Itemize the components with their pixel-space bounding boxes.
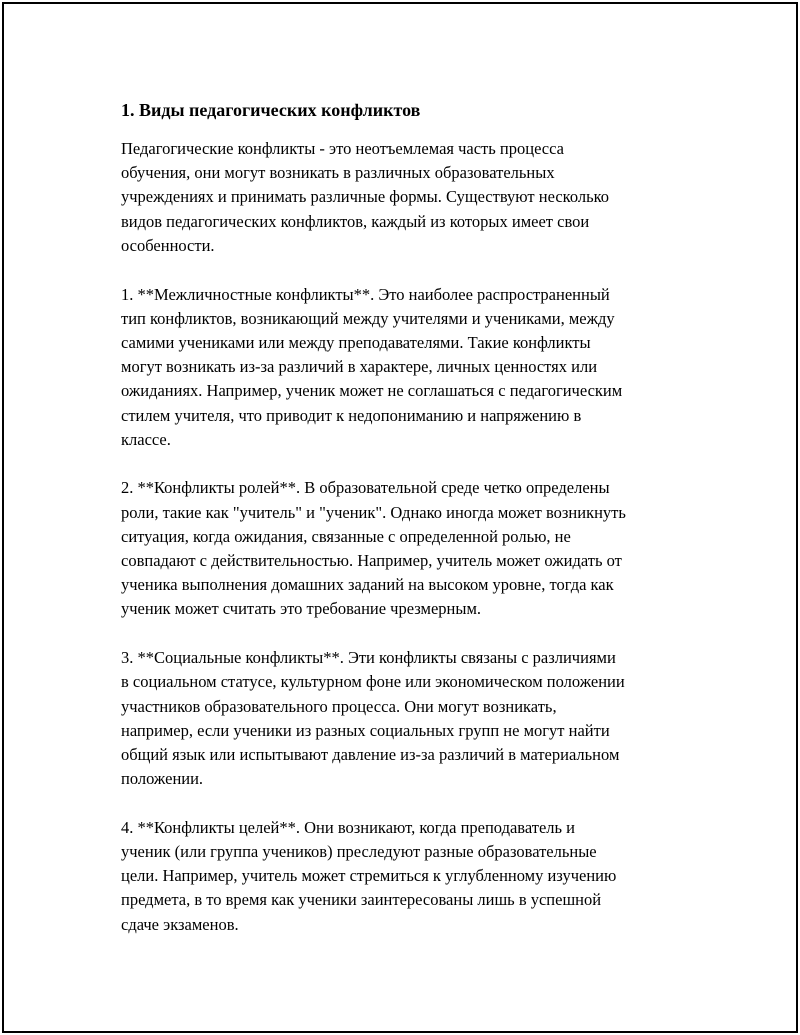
interpersonal-conflicts-paragraph: [121, 283, 701, 452]
text-line: участников образовательного процесса. Они могут возникать,: [121, 696, 557, 716]
intro-paragraph: [121, 137, 701, 258]
text-line: ученик (или группа учеников) преследуют разные образовательные: [121, 842, 597, 862]
text-line: например, если ученики из разных социальных групп не могут найти: [121, 720, 610, 740]
section-heading: 1. Виды педагогических конфликтов: [121, 100, 421, 120]
page-frame: [2, 2, 798, 1033]
text-line: видов педагогических конфликтов, каждый из которых имеет свои: [121, 211, 590, 231]
text-line: 2. **Конфликты ролей**. В образовательной среде четко определены: [121, 478, 610, 498]
text-line: ситуация, когда ожидания, связанные с определенной ролью, не: [121, 526, 571, 546]
text-line: цели. Например, учитель может стремиться к углубленному изучению: [121, 866, 617, 886]
text-line: роли, такие как "учитель" и "ученик". Однако иногда может возникнуть: [121, 502, 626, 522]
text-line: 4. **Конфликты целей**. Они возникают, когда преподаватель и: [121, 817, 576, 837]
text-line: совпадают с действительностью. Например, учитель может ожидать от: [121, 551, 622, 571]
text-line: ученик может считать это требование чрезмерным.: [121, 599, 482, 619]
text-line: в социальном статусе, культурном фоне или экономическом положении: [121, 672, 625, 692]
text-line: 3. **Социальные конфликты**. Эти конфликты связаны с различиями: [121, 648, 616, 668]
social-conflicts-paragraph: [121, 646, 701, 791]
text-line: могут возникать из-за различий в характере, личных ценностях или: [121, 357, 598, 377]
text-line: ученика выполнения домашних заданий на высоком уровне, тогда как: [121, 575, 614, 595]
text-line: 1. **Межличностные конфликты**. Это наиболее распространенный: [121, 284, 610, 304]
text-line: обучения, они могут возникать в различных образовательных: [121, 163, 555, 183]
text-line: Педагогические конфликты - это неотъемлемая часть процесса: [121, 139, 564, 158]
text-line: учреждениях и принимать различные формы. Существуют несколько: [121, 187, 610, 207]
text-line: особенности.: [121, 235, 215, 255]
text-line: ожиданиях. Например, ученик может не соглашаться с педагогическим: [121, 381, 623, 401]
text-line: стилем учителя, что приводит к недопониманию и напряжению в: [121, 405, 582, 425]
text-line: предмета, в то время как ученики заинтересованы лишь в успешной: [121, 890, 602, 910]
text-line: классе.: [121, 429, 171, 449]
goal-conflicts-paragraph: [121, 816, 701, 937]
text-line: самими учениками или между преподавателями. Такие конфликты: [121, 332, 591, 352]
text-line: тип конфликтов, возникающий между учителями и учениками, между: [121, 308, 615, 328]
text-line: положении.: [121, 769, 204, 789]
document-body: [121, 97, 701, 961]
role-conflicts-paragraph: [121, 476, 701, 621]
text-line: сдаче экзаменов.: [121, 914, 239, 934]
text-line: общий язык или испытывают давление из-за различий в материальном: [121, 744, 620, 764]
